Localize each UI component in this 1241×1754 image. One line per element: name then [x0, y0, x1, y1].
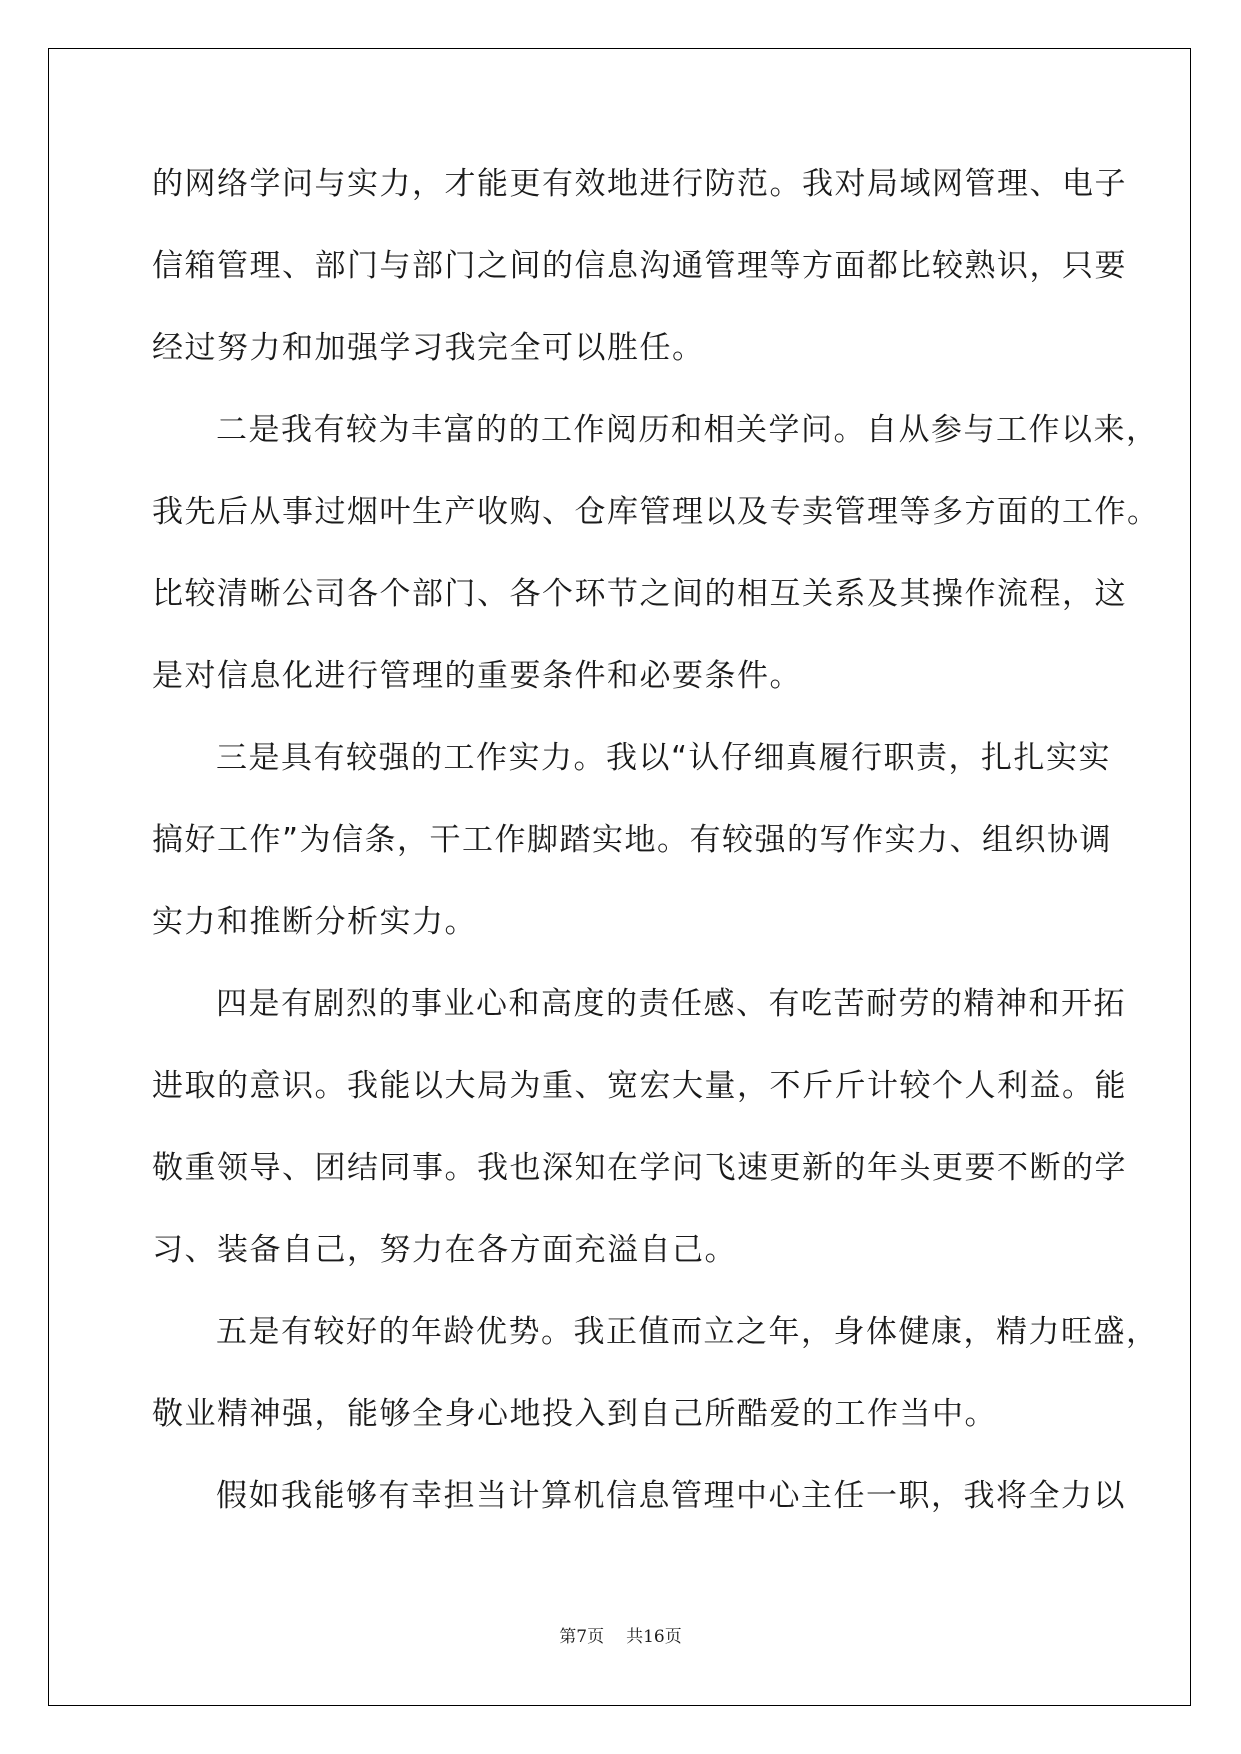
page-number: 第7页	[559, 1627, 605, 1647]
text-line: 敬业精神强，能够全身心地投入到自己所酷爱的工作当中。	[152, 1396, 997, 1432]
document-body	[152, 157, 1160, 1551]
text-line: 习、装备自己，努力在各方面充溢自己。	[152, 1232, 737, 1268]
paragraph-start-line: 五是有较好的年龄优势。我正值而立之年，身体健康，精力旺盛，	[216, 1314, 1159, 1350]
text-line: 经过努力和加强学习我完全可以胜任。	[152, 330, 705, 366]
text-line: 实力和推断分析实力。	[152, 904, 477, 940]
text-line: 搞好工作”为信条，干工作脚踏实地。有较强的写作实力、组织协调	[152, 822, 1113, 858]
page-footer	[0, 1622, 1241, 1647]
text-line: 信箱管理、部门与部门之间的信息沟通管理等方面都比较熟识，只要	[152, 248, 1127, 284]
paragraph-start-line: 二是我有较为丰富的的工作阅历和相关学问。自从参与工作以来，	[216, 412, 1159, 448]
paragraph-start-line: 三是具有较强的工作实力。我以“认仔细真履行职责，扎扎实实	[216, 740, 1112, 776]
text-line: 是对信息化进行管理的重要条件和必要条件。	[152, 658, 802, 694]
text-line: 敬重领导、团结同事。我也深知在学问飞速更新的年头更要不断的学	[152, 1150, 1127, 1186]
total-pages: 共16页	[626, 1627, 682, 1647]
text-line: 的网络学问与实力，才能更有效地进行防范。我对局域网管理、电子	[152, 166, 1127, 202]
paragraph-start-line: 假如我能够有幸担当计算机信息管理中心主任一职，我将全力以	[216, 1478, 1126, 1514]
text-line: 进取的意识。我能以大局为重、宽宏大量，不斤斤计较个人利益。能	[152, 1068, 1127, 1104]
text-line: 我先后从事过烟叶生产收购、仓库管理以及专卖管理等多方面的工作。	[152, 494, 1160, 530]
paragraph-start-line: 四是有剧烈的事业心和高度的责任感、有吃苦耐劳的精神和开拓	[216, 986, 1126, 1022]
text-line: 比较清晰公司各个部门、各个环节之间的相互关系及其操作流程，这	[152, 576, 1127, 612]
